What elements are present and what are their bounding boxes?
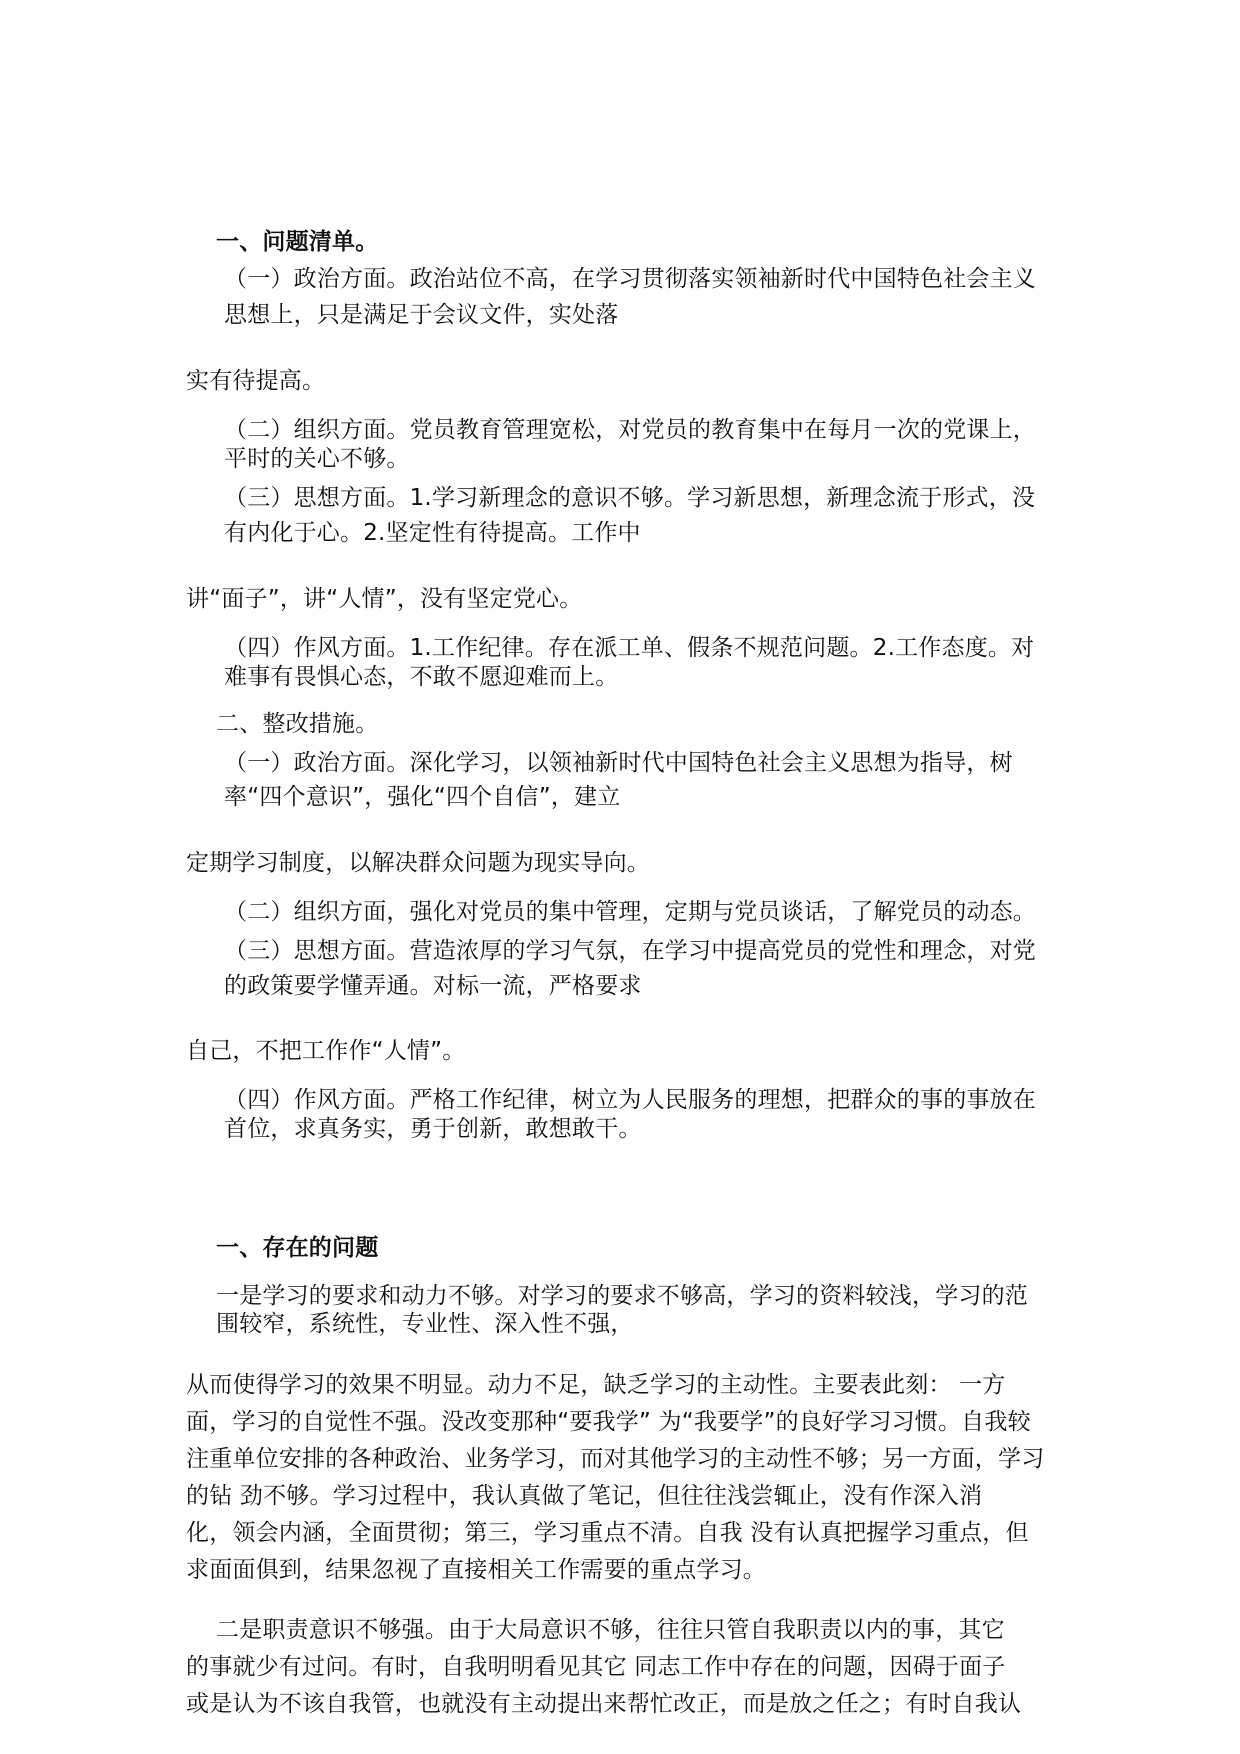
paragraph-line: 注重单位安排的各种政治、业务学习，而对其他学习的主动性不够；另一方面，学习 xyxy=(186,1446,1045,1472)
paragraph-line: （一）政治方面。深化学习，以领袖新时代中国特色社会主义思想为指导，树 xyxy=(224,750,1013,776)
paragraph-line: 自己，不把工作作“人情”。 xyxy=(186,1038,466,1064)
paragraph-line: 围较窄，系统性，专业性、深入性不强， xyxy=(216,1311,634,1337)
paragraph-line: （二）组织方面，强化对党员的集中管理，定期与党员谈话，了解党员的动态。 xyxy=(224,899,1036,925)
paragraph-line: 一是学习的要求和动力不够。对学习的要求不够高，学习的资料较浅，学习的范 xyxy=(216,1283,1028,1309)
section-heading-rectification-measures: 二、整改措施。 xyxy=(216,711,379,737)
paragraph-line: 求面面俱到，结果忽视了直接相关工作需要的重点学习。 xyxy=(186,1557,766,1583)
paragraph-line: 或是认为不该自我管，也就没有主动提出来帮忙改正，而是放之任之；有时自我认 xyxy=(186,1691,1022,1717)
section-heading-existing-problems: 一、存在的问题 xyxy=(216,1235,379,1261)
paragraph-line: 二是职责意识不够强。由于大局意识不够，往往只管自我职责以内的事，其它 xyxy=(216,1617,1005,1643)
paragraph-line: 化，领会内涵，全面贯彻；第三，学习重点不清。自我 没有认真把握学习重点，但 xyxy=(186,1520,1029,1546)
paragraph-line: 平时的关心不够。 xyxy=(224,446,410,472)
section-heading-problem-list: 一、问题清单。 xyxy=(216,229,379,255)
paragraph-line: （四）作风方面。1.工作纪律。存在派工单、假条不规范问题。2.工作态度。对 xyxy=(224,635,1035,661)
paragraph-line: （四）作风方面。严格工作纪律，树立为人民服务的理想，把群众的事的事放在 xyxy=(224,1087,1036,1113)
paragraph-line: 难事有畏惧心态，不敢不愿迎难而上。 xyxy=(224,664,619,690)
paragraph-line: 面，学习的自觉性不强。没改变那种“要我学” 为“我要学”的良好学习习惯。自我较 xyxy=(186,1409,1031,1435)
paragraph-line: 思想上，只是满足于会议文件，实处落 xyxy=(224,302,619,328)
paragraph-line: （三）思想方面。1.学习新理念的意识不够。学习新思想，新理念流于形式，没 xyxy=(224,485,1036,511)
paragraph-line: 讲“面子”，讲“人情”，没有坚定党心。 xyxy=(186,586,583,612)
paragraph-line: 有内化于心。2.坚定性有待提高。工作中 xyxy=(224,520,641,546)
paragraph-line: 的钻 劲不够。学习过程中，我认真做了笔记，但往往浅尝辄止，没有作深入消 xyxy=(186,1483,983,1509)
paragraph-line: 从而使得学习的效果不明显。动力不足，缺乏学习的主动性。主要表此刻： 一方 xyxy=(186,1372,1006,1398)
paragraph-line: （二）组织方面。党员教育管理宽松，对党员的教育集中在每月一次的党课上， xyxy=(224,417,1036,443)
paragraph-line: 实有待提高。 xyxy=(186,368,326,394)
paragraph-line: 首位，求真务实，勇于创新，敢想敢干。 xyxy=(224,1116,642,1142)
paragraph-line: 的事就少有过问。有时，自我明明看见其它 同志工作中存在的问题，因碍于面子 xyxy=(186,1654,1006,1680)
paragraph-line: 率“四个意识”，强化“四个自信”，建立 xyxy=(224,784,621,810)
paragraph-line: （三）思想方面。营造浓厚的学习气氛，在学习中提高党员的党性和理念，对党 xyxy=(224,938,1036,964)
paragraph-line: （一）政治方面。政治站位不高，在学习贯彻落实领袖新时代中国特色社会主义 xyxy=(224,266,1036,292)
paragraph-line: 定期学习制度，以解决群众问题为现实导向。 xyxy=(186,850,650,876)
paragraph-line: 的政策要学懂弄通。对标一流，严格要求 xyxy=(224,973,642,999)
